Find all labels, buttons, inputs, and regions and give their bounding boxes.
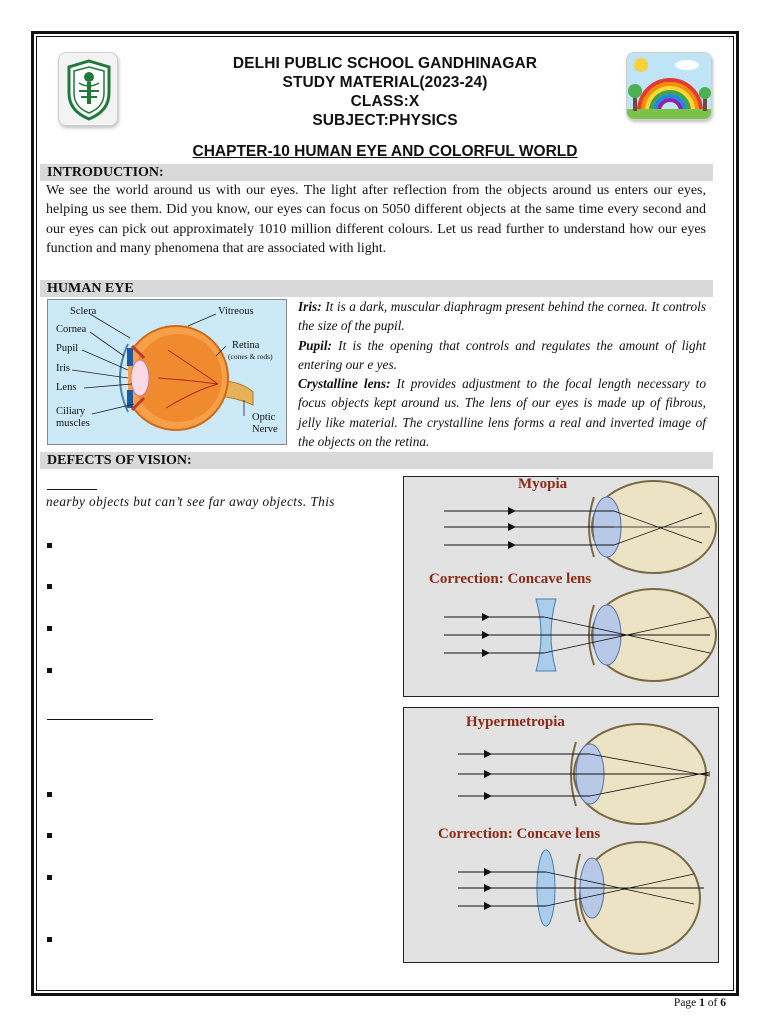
- myopia-correction-title: Correction: Concave lens: [429, 571, 592, 587]
- school-name: DELHI PUBLIC SCHOOL GANDHINAGAR: [232, 55, 538, 72]
- bullet-point: [47, 792, 52, 797]
- myopia-figure: [403, 476, 719, 697]
- page-mid: of: [704, 997, 721, 1009]
- hypermetropia-correction-title: Correction: Concave lens: [438, 826, 601, 842]
- pupil-definition: It is the opening that controls and regulates the amount of light entering our e yes.: [298, 337, 706, 372]
- bullet-point: [47, 584, 52, 589]
- label-lens: Lens: [56, 382, 77, 393]
- bullet-point: [47, 543, 52, 548]
- page-total: 6: [720, 997, 726, 1009]
- bullet-point: [47, 937, 52, 942]
- hypermetropia-figure: [403, 707, 719, 963]
- bullet-point: [47, 833, 52, 838]
- myopia-description: nearby objects but can’t see far away objects. This: [46, 494, 335, 509]
- bullet-point: [47, 668, 52, 673]
- lens-term: Crystalline lens:: [298, 376, 391, 392]
- chapter-title: CHAPTER-10 HUMAN EYE AND COLORFUL WORLD: [192, 143, 578, 160]
- subject-label: SUBJECT:PHYSICS: [312, 112, 458, 129]
- page-current: 1: [699, 997, 705, 1009]
- myopia-title: Myopia: [518, 476, 568, 492]
- lens-definition: It provides adjustment to the focal length necessary to focus objects kept around us. The lens of our eyes is made up of fibrous, jelly like material. The crystalline lens forms a real and inverted image of the objects on the retina.: [298, 376, 706, 450]
- study-material: STUDY MATERIAL(2023-24): [282, 74, 488, 91]
- introduction-text: We see the world around us with our eyes. The light after reflection from the objects around us enters our eyes, helping us see them. Did you know, our eyes can focus on 5050 different objects at the same time every second and our eyes can pick out approximately 1010 million different colours. Let us read further to understand how our eyes function and many phenomena that are associated with light.: [46, 183, 706, 257]
- label-vitreous: Vitreous: [218, 306, 254, 317]
- introduction-heading: INTRODUCTION:: [40, 164, 713, 181]
- label-sclera: Sclera: [70, 306, 97, 317]
- label-pupil: Pupil: [56, 343, 79, 354]
- human-eye-heading: HUMAN EYE: [40, 280, 713, 297]
- iris-definition: It is a dark, muscular diaphragm present behind the cornea. It controls the size of the pupil.: [298, 299, 706, 334]
- bullet-point: [47, 626, 52, 631]
- hypermetropia-title: Hypermetropia: [466, 714, 565, 730]
- page-number: [674, 997, 726, 1009]
- pupil-term: Pupil:: [298, 337, 332, 353]
- label-nerve: Nerve: [252, 424, 278, 435]
- class-label: CLASS:X: [350, 93, 420, 110]
- label-ciliary: Ciliary: [56, 406, 86, 417]
- label-retina-sub: (cones & rods): [228, 352, 273, 361]
- eye-parts-description: [298, 297, 706, 451]
- blank-underline-myopia: [47, 489, 97, 490]
- bullet-point: [47, 875, 52, 880]
- defects-heading: DEFECTS OF VISION:: [40, 452, 713, 469]
- label-muscles: muscles: [56, 418, 90, 429]
- eye-anatomy-diagram: [47, 299, 287, 445]
- label-optic: Optic: [252, 412, 276, 423]
- blank-underline-hypermetropia: [47, 719, 153, 720]
- label-iris: Iris: [56, 363, 70, 374]
- label-cornea: Cornea: [56, 324, 87, 335]
- iris-term: Iris:: [298, 299, 322, 314]
- label-retina: Retina: [232, 340, 260, 351]
- page-prefix: Page: [673, 997, 700, 1009]
